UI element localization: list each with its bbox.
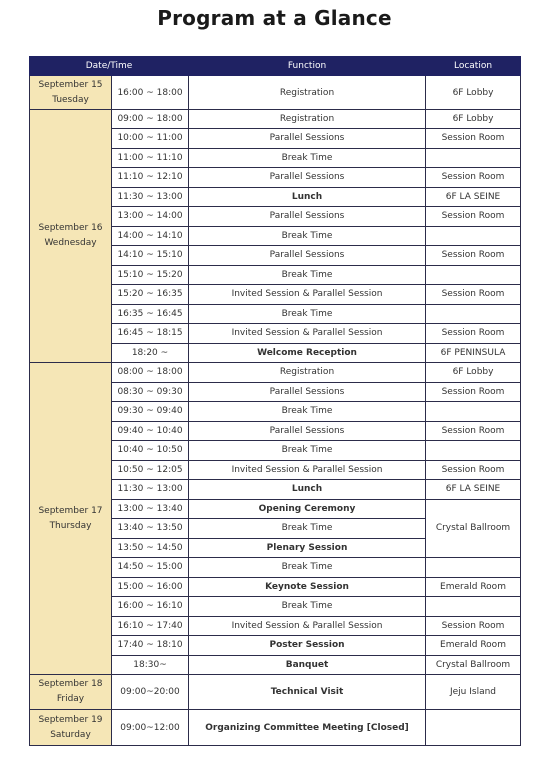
time-cell: 10:00 ~ 11:00 xyxy=(112,129,189,149)
day-cell: September 15 Tuesday xyxy=(30,76,112,110)
program-table xyxy=(29,56,521,746)
time-cell: 09:00~12:00 xyxy=(112,710,189,746)
function-cell: Invited Session & Parallel Session xyxy=(189,285,426,305)
time-cell: 14:00 ~ 14:10 xyxy=(112,226,189,246)
time-cell: 13:00 ~ 13:40 xyxy=(112,499,189,519)
time-cell: 09:40 ~ 10:40 xyxy=(112,421,189,441)
location-cell: Emerald Room xyxy=(426,577,521,597)
function-cell: Break Time xyxy=(189,519,426,539)
location-cell xyxy=(426,710,521,746)
function-cell: Poster Session xyxy=(189,636,426,656)
location-cell xyxy=(426,402,521,422)
function-cell: Break Time xyxy=(189,226,426,246)
location-cell: Session Room xyxy=(426,460,521,480)
time-cell: 16:45 ~ 18:15 xyxy=(112,324,189,344)
location-cell: Session Room xyxy=(426,285,521,305)
location-cell: Crystal Ballroom xyxy=(426,655,521,675)
header-datetime: Date/Time xyxy=(30,57,189,76)
day-cell: September 17 Thursday xyxy=(30,363,112,675)
time-cell: 13:40 ~ 13:50 xyxy=(112,519,189,539)
function-cell: Lunch xyxy=(189,480,426,500)
location-cell xyxy=(426,558,521,578)
time-cell: 11:00 ~ 11:10 xyxy=(112,148,189,168)
location-cell xyxy=(426,226,521,246)
time-cell: 11:10 ~ 12:10 xyxy=(112,168,189,188)
location-cell: Session Room xyxy=(426,382,521,402)
time-cell: 09:30 ~ 09:40 xyxy=(112,402,189,422)
function-cell: Banquet xyxy=(189,655,426,675)
location-cell: Emerald Room xyxy=(426,636,521,656)
function-cell: Parallel Sessions xyxy=(189,382,426,402)
time-cell: 16:00 ~ 18:00 xyxy=(112,76,189,110)
time-cell: 10:40 ~ 10:50 xyxy=(112,441,189,461)
time-cell: 09:00~20:00 xyxy=(112,675,189,710)
time-cell: 11:30 ~ 13:00 xyxy=(112,187,189,207)
location-cell: Session Room xyxy=(426,168,521,188)
function-cell: Technical Visit xyxy=(189,675,426,710)
time-cell: 08:30 ~ 09:30 xyxy=(112,382,189,402)
function-cell: Break Time xyxy=(189,304,426,324)
function-cell: Plenary Session xyxy=(189,538,426,558)
location-cell xyxy=(426,265,521,285)
time-cell: 08:00 ~ 18:00 xyxy=(112,363,189,383)
location-cell: 6F PENINSULA xyxy=(426,343,521,363)
function-cell: Registration xyxy=(189,76,426,110)
function-cell: Invited Session & Parallel Session xyxy=(189,460,426,480)
header-function: Function xyxy=(189,57,426,76)
time-cell: 17:40 ~ 18:10 xyxy=(112,636,189,656)
function-cell: Parallel Sessions xyxy=(189,207,426,227)
location-cell: Session Room xyxy=(426,129,521,149)
time-cell: 14:10 ~ 15:10 xyxy=(112,246,189,266)
time-cell: 18:20 ~ xyxy=(112,343,189,363)
location-cell: Jeju Island xyxy=(426,675,521,710)
function-cell: Lunch xyxy=(189,187,426,207)
day-cell: September 18 Friday xyxy=(30,675,112,710)
location-cell: Crystal Ballroom xyxy=(426,499,521,558)
table-row xyxy=(30,710,521,746)
location-cell: Session Room xyxy=(426,246,521,266)
location-cell: Session Room xyxy=(426,616,521,636)
function-cell: Parallel Sessions xyxy=(189,129,426,149)
function-cell: Registration xyxy=(189,363,426,383)
day-cell: September 19 Saturday xyxy=(30,710,112,746)
location-cell xyxy=(426,148,521,168)
time-cell: 15:00 ~ 16:00 xyxy=(112,577,189,597)
time-cell: 11:30 ~ 13:00 xyxy=(112,480,189,500)
time-cell: 10:50 ~ 12:05 xyxy=(112,460,189,480)
time-cell: 16:35 ~ 16:45 xyxy=(112,304,189,324)
time-cell: 16:10 ~ 17:40 xyxy=(112,616,189,636)
time-cell: 13:50 ~ 14:50 xyxy=(112,538,189,558)
location-cell: 6F Lobby xyxy=(426,363,521,383)
time-cell: 13:00 ~ 14:00 xyxy=(112,207,189,227)
function-cell: Parallel Sessions xyxy=(189,246,426,266)
time-cell: 16:00 ~ 16:10 xyxy=(112,597,189,617)
table-row xyxy=(30,675,521,710)
program-body xyxy=(30,76,521,746)
table-row xyxy=(30,110,521,129)
function-cell: Welcome Reception xyxy=(189,343,426,363)
location-cell: 6F LA SEINE xyxy=(426,480,521,500)
day-cell: September 16 Wednesday xyxy=(30,110,112,363)
time-cell: 14:50 ~ 15:00 xyxy=(112,558,189,578)
function-cell: Invited Session & Parallel Session xyxy=(189,324,426,344)
function-cell: Break Time xyxy=(189,265,426,285)
function-cell: Break Time xyxy=(189,597,426,617)
function-cell: Parallel Sessions xyxy=(189,168,426,188)
function-cell: Organizing Committee Meeting [Closed] xyxy=(189,710,426,746)
location-cell xyxy=(426,441,521,461)
location-cell: 6F Lobby xyxy=(426,110,521,129)
function-cell: Break Time xyxy=(189,441,426,461)
function-cell: Keynote Session xyxy=(189,577,426,597)
location-cell: Session Room xyxy=(426,421,521,441)
function-cell: Parallel Sessions xyxy=(189,421,426,441)
location-cell: Session Room xyxy=(426,207,521,227)
function-cell: Opening Ceremony xyxy=(189,499,426,519)
function-cell: Invited Session & Parallel Session xyxy=(189,616,426,636)
table-row xyxy=(30,76,521,110)
function-cell: Break Time xyxy=(189,148,426,168)
location-cell xyxy=(426,304,521,324)
table-row xyxy=(30,363,521,383)
page-title: Program at a Glance xyxy=(157,6,392,30)
location-cell xyxy=(426,597,521,617)
time-cell: 15:10 ~ 15:20 xyxy=(112,265,189,285)
time-cell: 18:30~ xyxy=(112,655,189,675)
function-cell: Break Time xyxy=(189,558,426,578)
function-cell: Break Time xyxy=(189,402,426,422)
header-row xyxy=(30,57,521,76)
header-location: Location xyxy=(426,57,521,76)
time-cell: 09:00 ~ 18:00 xyxy=(112,110,189,129)
location-cell: 6F Lobby xyxy=(426,76,521,110)
time-cell: 15:20 ~ 16:35 xyxy=(112,285,189,305)
location-cell: Session Room xyxy=(426,324,521,344)
function-cell: Registration xyxy=(189,110,426,129)
location-cell: 6F LA SEINE xyxy=(426,187,521,207)
